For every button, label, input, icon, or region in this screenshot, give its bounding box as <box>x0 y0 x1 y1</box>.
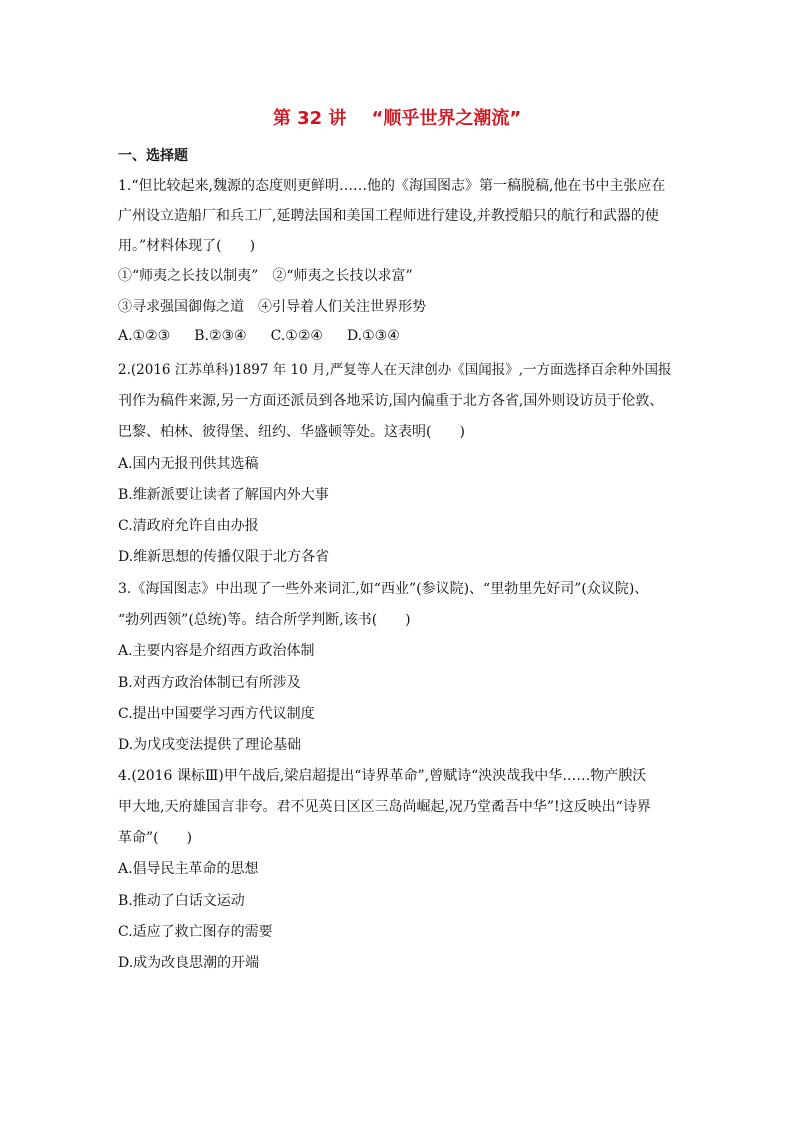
question-4-line-2: 甲大地,天府雄国言非夸。君不见英日区区三岛尚崛起,况乃堂矞吾中华”!这反映出“诗界 <box>118 799 651 815</box>
question-4-line-3: 革命”( ) <box>118 830 193 846</box>
question-1-option-d: D.①③④ <box>346 328 400 344</box>
question-3-option-c: C.提出中国要学习西方代议制度 <box>118 706 315 722</box>
question-1-options <box>118 328 424 344</box>
question-4-option-b: B.推动了白话文运动 <box>118 893 245 909</box>
question-4-option-a: A.倡导民主革命的思想 <box>118 861 259 877</box>
question-1-statement-2: ③寻求强国御侮之道 ④引导着人们关注世界形势 <box>118 299 426 315</box>
question-1-option-c: C.①②④ <box>270 328 323 344</box>
question-1-line-2: 广州设立造船厂和兵工厂,延聘法国和美国工程师进行建设,并教授船只的航行和武器的使 <box>118 208 659 224</box>
question-2-line-2: 刊作为稿件来源,另一方面还派员到各地采访,国内偏重于北方各省,国外则设访员于伦敦、 <box>118 393 664 409</box>
question-2-option-b: B.维新派要让读者了解国内外大事 <box>118 487 329 503</box>
question-3-option-d: D.为戊戌变法提供了理论基础 <box>118 737 302 753</box>
question-3-line-2: “勃列西领”(总统)等。结合所学判断,该书( ) <box>118 612 411 628</box>
page-title: 第 32 讲 “顺乎世界之潮流” <box>272 108 522 129</box>
question-2-line-1: 2.(2016 江苏单科)1897 年 10 月,严复等人在天津创办《国闻报》,一方面选择百余种外国报 <box>118 362 672 378</box>
section-heading: 一、选择题 <box>118 148 188 164</box>
question-2-option-a: A.国内无报刊供其选稿 <box>118 456 259 472</box>
question-1-option-a: A.①②③ <box>118 328 171 344</box>
question-1-line-3: 用。”材料体现了( ) <box>118 238 256 254</box>
question-4-option-d: D.成为改良思潮的开端 <box>118 955 260 971</box>
question-2-line-3: 巴黎、柏林、彼得堡、纽约、华盛顿等处。这表明( ) <box>118 424 465 440</box>
question-4-option-c: C.适应了救亡图存的需要 <box>118 924 273 940</box>
question-2-option-c: C.清政府允许自由办报 <box>118 518 259 534</box>
question-1-statement-1: ①“师夷之长技以制夷” ②“师夷之长技以求富” <box>118 268 413 284</box>
question-3-line-1: 3.《海国图志》中出现了一些外来词汇,如“西业”(参议院)、“里勃里先好司”(众议院)、 <box>118 581 649 597</box>
question-1-line-1: 1.“但比较起来,魏源的态度则更鲜明……他的《海国图志》第一稿脱稿,他在书中主张应在 <box>118 178 666 194</box>
question-4-line-1: 4.(2016 课标Ⅲ)甲午战后,梁启超提出“诗界革命”,曾赋诗“泱泱哉我中华……物产腴沃 <box>118 768 647 784</box>
question-3-option-b: B.对西方政治体制已有所涉及 <box>118 675 301 691</box>
question-1-option-b: B.②③④ <box>194 328 247 344</box>
question-3-option-a: A.主要内容是介绍西方政治体制 <box>118 643 315 659</box>
question-2-option-d: D.维新思想的传播仅限于北方各省 <box>118 549 330 565</box>
